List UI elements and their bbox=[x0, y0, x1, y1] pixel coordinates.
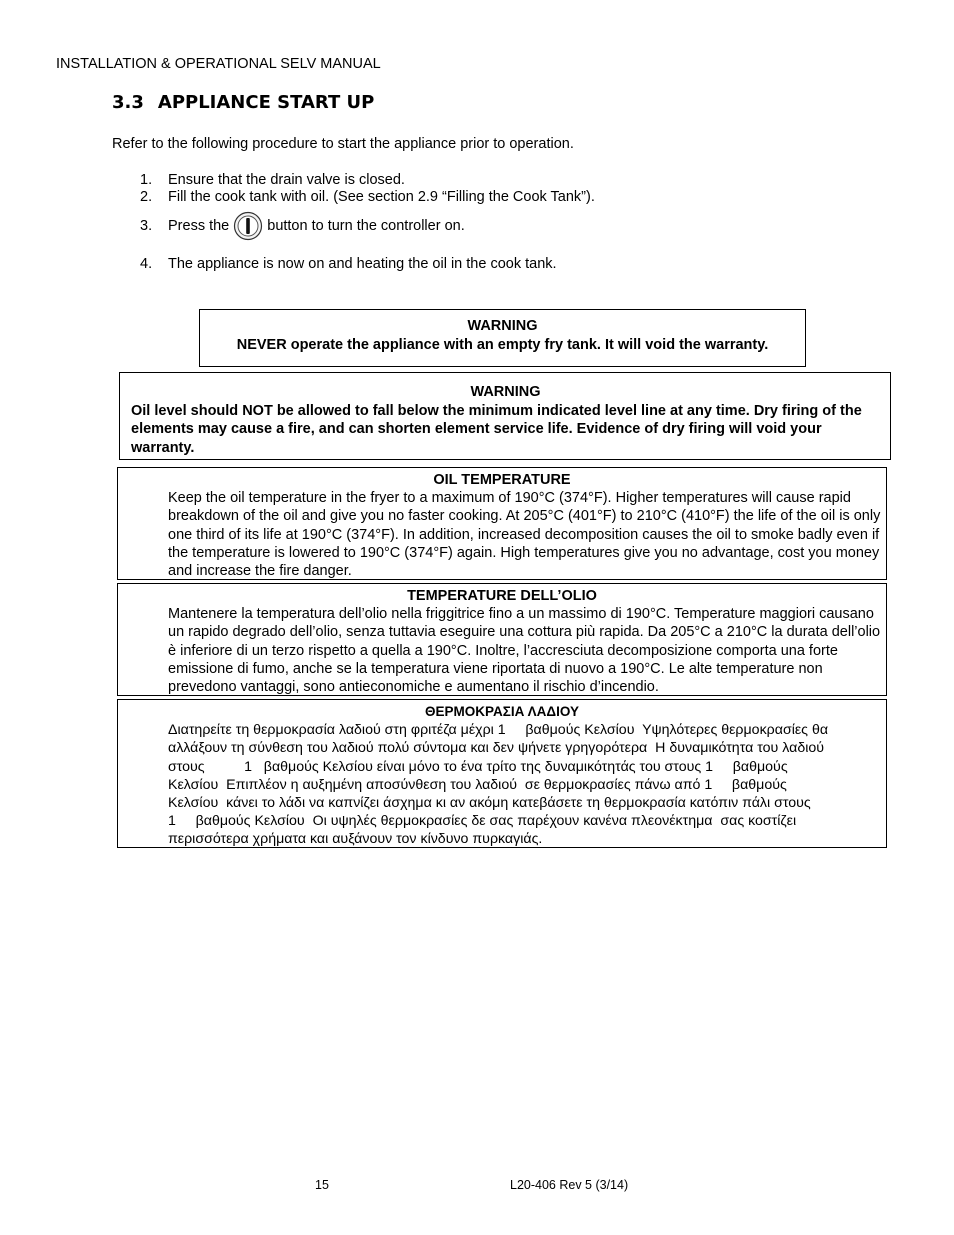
step-text: The appliance is now on and heating the oil in the cook tank. bbox=[168, 256, 557, 272]
step-text: Ensure that the drain valve is closed. bbox=[168, 172, 405, 188]
step-2 bbox=[140, 189, 595, 205]
step-text: Press the bbox=[168, 217, 230, 234]
step-text: button to turn the controller on. bbox=[267, 217, 465, 234]
warning-box-empty-tank bbox=[199, 309, 806, 367]
warning-title: WARNING bbox=[467, 318, 538, 334]
step-4 bbox=[140, 256, 557, 272]
warning-text: NEVER operate the appliance with an empty fry tank. It will void the warranty. bbox=[236, 337, 769, 353]
oil-temperature-text: Keep the oil temperature in the fryer to a maximum of 190°C (374°F). Higher temperatures will cause rapid breakdown of the oil and give you no faster cooking. At 205°C (401°F) to 210°C (410°F) the life of the oil is only one third of its life at 190°C (374°F). In addition, increased decomposition causes the oil to smoke badly even if the temperature is lowered to 190°C (374°F) again. High temperatures give you no advantage, cost you money and increase the fire danger. bbox=[168, 490, 881, 580]
oil-temperature-italian bbox=[117, 583, 887, 696]
oil-temperature-line: περισσότερα χρήματα και αυξάνουν τον κίνδυνο πυρκαγιάς. bbox=[168, 831, 543, 848]
oil-temperature-line: Κελσίου κάνει το λάδι να καπνίζει άσχημα κι αν ακόμη κατεβάσετε τη θερμοκρασία κατόπιν πάλι στους bbox=[168, 795, 811, 812]
step-3 bbox=[140, 211, 465, 241]
section-title: APPLIANCE START UP bbox=[157, 92, 375, 113]
step-number: 2. bbox=[140, 189, 153, 205]
manual-header: INSTALLATION & OPERATIONAL SELV MANUAL bbox=[56, 56, 381, 72]
oil-temperature-title: TEMPERATURE DELL’OLIO bbox=[407, 588, 597, 604]
warning-text: Oil level should NOT be allowed to fall below the minimum indicated level line at any time. Dry firing of the elements may cause a fire, and can shorten element service life. Evidence of dry firing will void your warranty. bbox=[131, 402, 862, 456]
page-number: 15 bbox=[315, 1178, 329, 1192]
section-number: 3.3 bbox=[112, 92, 144, 113]
oil-temperature-greek bbox=[117, 699, 887, 848]
document-revision: L20-406 Rev 5 (3/14) bbox=[510, 1178, 629, 1192]
section-heading bbox=[112, 92, 374, 113]
oil-temperature-english bbox=[117, 467, 887, 580]
step-text: Fill the cook tank with oil. (See section 2.9 “Filling the Cook Tank”). bbox=[168, 189, 595, 205]
oil-temperature-text: Mantenere la temperatura dell’olio nella friggitrice fino a un massimo di 190°C. Temperature maggiori causano un rapido degrado dell’olio, senza tuttavia eseguire una cottura più rapida. Da 205°C a 210°C la durata dell’olio è inferiore di un terzo rispetto a quella a 190°C. Inoltre, l’accresciuta decomposizione comporta una forte emissione di fumo, anche se la temperatura viene riportata di nuovo a 190°C. Le alte temperature non prevedono vantaggi, sono antieconomiche e aumentano il rischio d’incendio. bbox=[168, 606, 881, 696]
step-number: 1. bbox=[140, 172, 153, 188]
power-button-icon bbox=[233, 211, 263, 241]
step-number: 4. bbox=[140, 256, 153, 272]
oil-temperature-title: OIL TEMPERATURE bbox=[433, 472, 571, 488]
warning-box-oil-level bbox=[119, 372, 891, 460]
oil-temperature-line: 1 βαθμούς Κελσίου Οι υψηλές θερμοκρασίες δε σας παρέχουν κανένα πλεονέκτημα σας κοστίζει bbox=[168, 813, 797, 830]
warning-title: WARNING bbox=[470, 384, 541, 400]
intro-text: Refer to the following procedure to start the appliance prior to operation. bbox=[112, 136, 574, 152]
oil-temperature-title: ΘΕΡΜΟΚΡΑΣΙΑ ΛΑΔΙΟΥ bbox=[425, 704, 579, 719]
step-1 bbox=[140, 172, 405, 188]
oil-temperature-line: αλλάξουν τη σύνθεση του λαδιού πολύ σύντομα και δεν ψήνετε γρηγορότερα Η δυναμικότητα του λαδιού bbox=[168, 740, 825, 757]
oil-temperature-line: στους 1 βαθμούς Κελσίου είναι μόνο το ένα τρίτο της δυναμικότητάς του στους 1 βαθμούς bbox=[168, 758, 788, 775]
oil-temperature-line: Διατηρείτε τη θερμοκρασία λαδιού στη φριτέζα μέχρι 1 βαθμούς Κελσίου Υψηλότερες θερμοκρασίες θα bbox=[168, 722, 829, 739]
step-number: 3. bbox=[140, 217, 153, 234]
oil-temperature-line: Κελσίου Επιπλέον η αυξημένη αποσύνθεση του λαδιού σε θερμοκρασίες πάνω από 1 βαθμούς bbox=[168, 776, 787, 793]
